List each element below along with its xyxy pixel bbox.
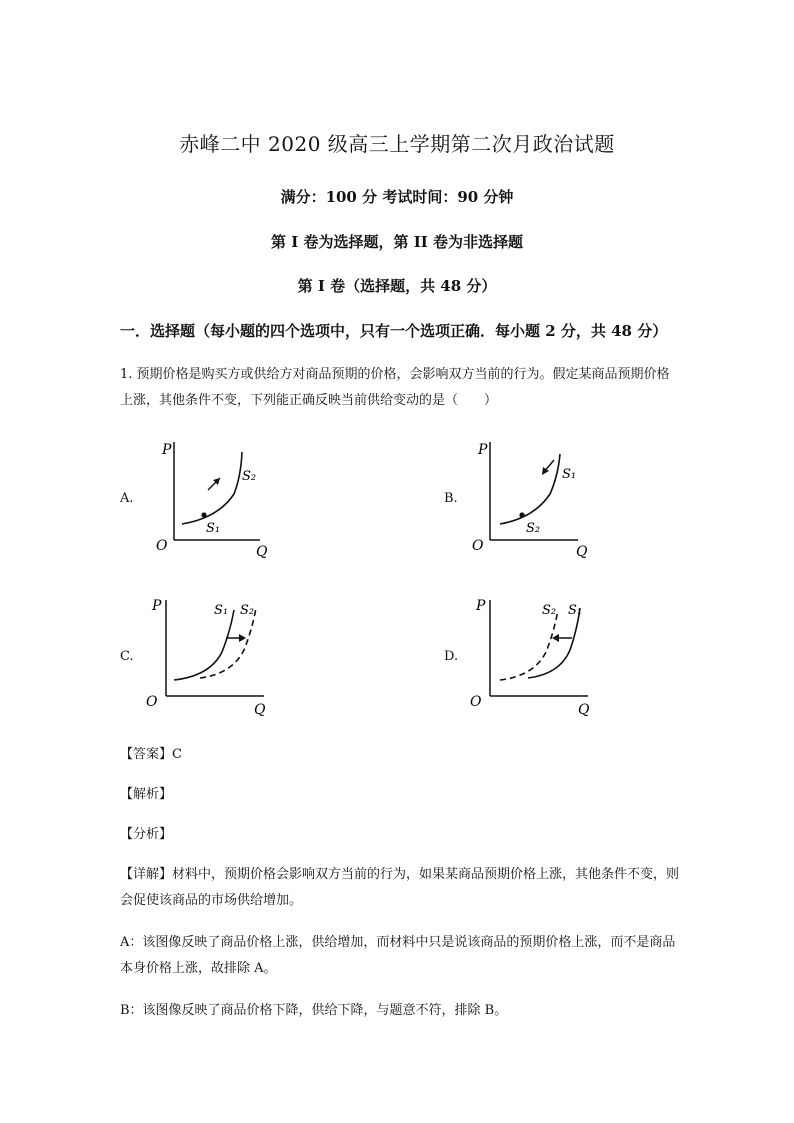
arrowhead-icon xyxy=(239,634,246,642)
axis-q-label: Q xyxy=(254,702,266,718)
axis-p-label: P xyxy=(478,442,488,458)
option-d-graph xyxy=(464,590,614,722)
supply-curve xyxy=(182,452,242,524)
supply-curve-solid xyxy=(174,610,234,680)
axis-p-label: P xyxy=(162,442,172,458)
axis-q-label: Q xyxy=(578,702,590,718)
point-s1 xyxy=(201,512,206,517)
analysis-a: A：该图像反映了商品价格上涨，供给增加，而材料中只是说该商品的预期价格上涨，而不是商品本身价格上涨，故排除 A。 xyxy=(120,935,676,976)
fenxi-heading: 【分析】 xyxy=(120,827,173,842)
option-d-label: D. xyxy=(444,649,459,664)
answer-value: C xyxy=(172,747,182,762)
axis-q-label: Q xyxy=(256,544,268,560)
option-b-graph xyxy=(468,432,608,564)
point-s2 xyxy=(519,512,524,517)
volume-one-heading: 第 I 卷（选择题，共 48 分） xyxy=(297,277,497,295)
curve-label-dashed: S₂ xyxy=(240,603,255,618)
supply-curve-solid xyxy=(528,608,580,678)
option-a-label: A. xyxy=(120,491,134,506)
axis-p-label: P xyxy=(152,598,162,614)
curve-label-solid: S₁ xyxy=(214,603,229,618)
detail-label: 【详解】 xyxy=(120,867,173,882)
curve-label-bottom: S₁ xyxy=(206,521,221,536)
curve-label-top: S₁ xyxy=(562,467,577,482)
page-title: 赤峰二中 2020 级高三上学期第二次月政治试题 xyxy=(179,132,615,156)
analysis-b: B：该图像反映了商品价格下降，供给下降，与题意不符，排除 B。 xyxy=(120,1003,508,1018)
curve-label-top: S₂ xyxy=(242,469,257,484)
answer-label: 【答案】 xyxy=(120,747,173,762)
axis-p-label: P xyxy=(476,598,486,614)
option-c-label: C. xyxy=(120,649,134,664)
exam-meta: 满分：100 分 考试时间：90 分钟 xyxy=(280,188,514,206)
arrowhead-icon xyxy=(552,634,559,642)
origin-label: O xyxy=(472,538,484,554)
option-b-label: B. xyxy=(444,491,458,506)
option-a-graph xyxy=(148,432,288,564)
curve-label-bottom: S₂ xyxy=(526,521,541,536)
origin-label: O xyxy=(156,538,168,554)
curve-label-solid: S₁ xyxy=(568,603,583,618)
question-text: 1. 预期价格是购买方或供给方对商品预期的价格，会影响双方当前的行为。假定某商品预期价格上涨，其他条件不变，下列能正确反映当前供给变动的是（ ） xyxy=(120,367,670,408)
answer-line xyxy=(120,742,680,768)
volume-note: 第 I 卷为选择题，第 II 卷为非选择题 xyxy=(271,233,523,251)
axis-q-label: Q xyxy=(576,544,588,560)
origin-label: O xyxy=(146,694,158,710)
detail-paragraph xyxy=(120,862,680,914)
jiexi-heading: 【解析】 xyxy=(120,787,173,802)
option-c-graph xyxy=(140,590,290,722)
supply-curve-dashed xyxy=(500,610,558,680)
origin-label: O xyxy=(470,694,482,710)
curve-label-dashed: S₂ xyxy=(542,603,557,618)
detail-text: 材料中，预期价格会影响双方当前的行为，如果某商品预期价格上涨，其他条件不变，则会促使该商品的市场供给增加。 xyxy=(120,867,680,908)
section-heading: 一．选择题（每小题的四个选项中，只有一个选项正确．每小题 2 分，共 48 分） xyxy=(120,322,668,340)
